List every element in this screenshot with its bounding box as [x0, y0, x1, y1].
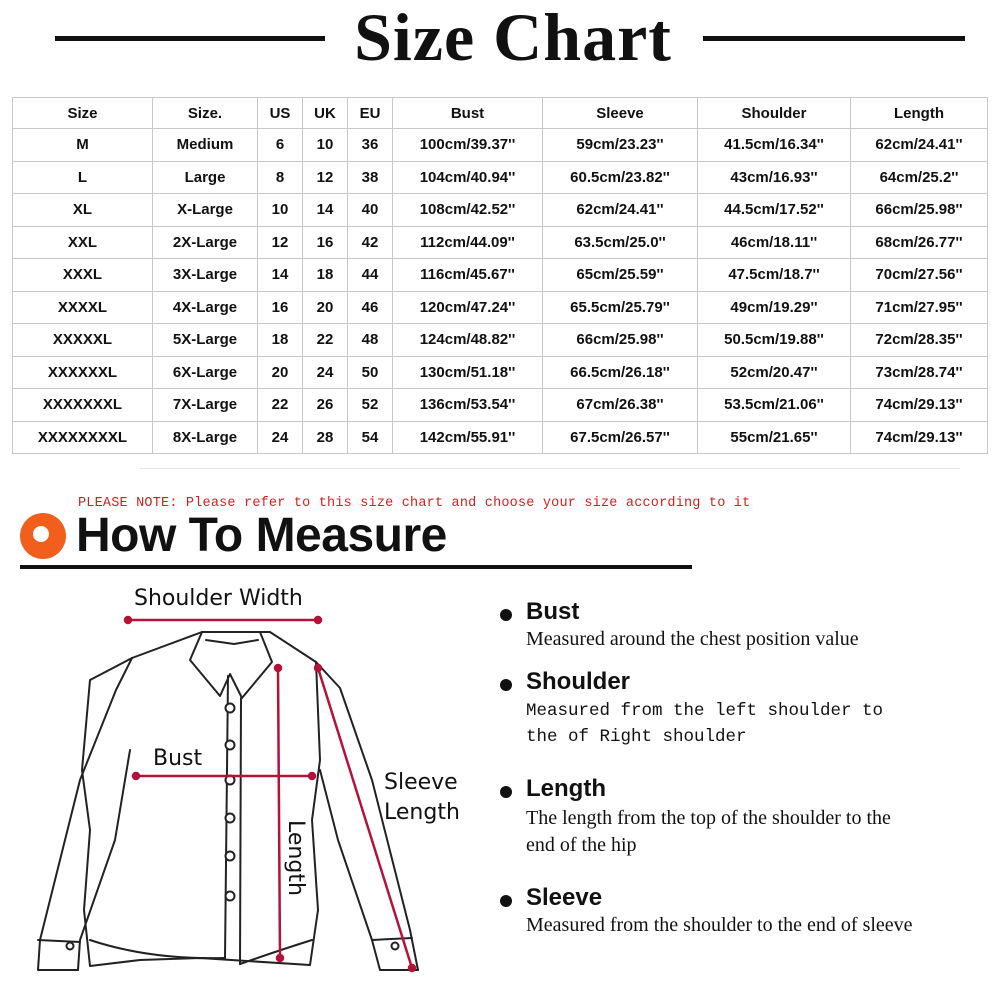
table-header-row [13, 98, 988, 129]
table-cell: 71cm/27.95'' [851, 291, 988, 324]
table-cell: 108cm/42.52'' [393, 194, 543, 227]
size-table [12, 97, 988, 454]
target-icon [20, 513, 66, 559]
divider [140, 468, 960, 469]
table-cell: XXXXXXXL [13, 389, 153, 422]
table-cell: XXL [13, 226, 153, 259]
table-row [13, 259, 988, 292]
bullet-icon [500, 679, 512, 691]
measure-heading: Length [526, 775, 606, 802]
table-cell: 60.5cm/23.82'' [543, 161, 698, 194]
table-cell: 8 [258, 161, 303, 194]
table-cell: 66.5cm/26.18'' [543, 356, 698, 389]
column-header: EU [348, 98, 393, 129]
table-cell: 74cm/29.13'' [851, 421, 988, 454]
table-cell: 44 [348, 259, 393, 292]
table-cell: XXXXXXL [13, 356, 153, 389]
table-cell: 2X-Large [153, 226, 258, 259]
table-cell: 130cm/51.18'' [393, 356, 543, 389]
table-cell: 63.5cm/25.0'' [543, 226, 698, 259]
table-cell: 49cm/19.29'' [698, 291, 851, 324]
table-cell: 28 [303, 421, 348, 454]
section-underline [20, 565, 692, 569]
please-note-text: PLEASE NOTE: Please refer to this size chart and choose your size according to it [78, 496, 751, 511]
table-cell: 41.5cm/16.34'' [698, 129, 851, 162]
table-cell: 65.5cm/25.79'' [543, 291, 698, 324]
table-cell: 42 [348, 226, 393, 259]
table-cell: 38 [348, 161, 393, 194]
table-cell: 10 [258, 194, 303, 227]
table-cell: 20 [303, 291, 348, 324]
table-cell: XL [13, 194, 153, 227]
table-cell: 5X-Large [153, 324, 258, 357]
column-header: Length [851, 98, 988, 129]
table-cell: 50 [348, 356, 393, 389]
table-cell: 14 [303, 194, 348, 227]
table-body [13, 129, 988, 454]
table-cell: 6X-Large [153, 356, 258, 389]
table-cell: 50.5cm/19.88'' [698, 324, 851, 357]
table-cell: XXXL [13, 259, 153, 292]
table-cell: 67.5cm/26.57'' [543, 421, 698, 454]
bullet-icon [500, 786, 512, 798]
table-cell: 43cm/16.93'' [698, 161, 851, 194]
table-cell: 142cm/55.91'' [393, 421, 543, 454]
table-cell: 52 [348, 389, 393, 422]
table-cell: 70cm/27.56'' [851, 259, 988, 292]
table-cell: 67cm/26.38'' [543, 389, 698, 422]
column-header: Sleeve [543, 98, 698, 129]
column-header: Size. [153, 98, 258, 129]
title-rule-right [703, 36, 965, 41]
table-cell: 68cm/26.77'' [851, 226, 988, 259]
table-cell: 59cm/23.23'' [543, 129, 698, 162]
table-cell: 10 [303, 129, 348, 162]
table-cell: 4X-Large [153, 291, 258, 324]
table-cell: 54 [348, 421, 393, 454]
table-cell: 22 [303, 324, 348, 357]
table-cell: 6 [258, 129, 303, 162]
table-cell: 40 [348, 194, 393, 227]
table-cell: 16 [303, 226, 348, 259]
measure-description: Measured around the chest position value [526, 628, 859, 650]
table-cell: 24 [258, 421, 303, 454]
table-cell: 66cm/25.98'' [851, 194, 988, 227]
table-cell: 36 [348, 129, 393, 162]
table-cell: XXXXL [13, 291, 153, 324]
table-cell: 52cm/20.47'' [698, 356, 851, 389]
table-cell: 22 [258, 389, 303, 422]
table-cell: XXXXXXXXL [13, 421, 153, 454]
table-cell: 73cm/28.74'' [851, 356, 988, 389]
table-cell: 66cm/25.98'' [543, 324, 698, 357]
table-cell: 47.5cm/18.7'' [698, 259, 851, 292]
label-sleeve-length: Sleeve Length [384, 770, 460, 825]
table-cell: 120cm/47.24'' [393, 291, 543, 324]
measure-description: The length from the top of the shoulder to the end of the hip [526, 807, 891, 856]
table-cell: 62cm/24.41'' [543, 194, 698, 227]
label-shoulder-width: Shoulder Width [134, 586, 303, 611]
bullet-icon [500, 895, 512, 907]
table-cell: 14 [258, 259, 303, 292]
table-cell: 18 [303, 259, 348, 292]
measure-description: Measured from the shoulder to the end of sleeve [526, 914, 913, 936]
label-bust: Bust [153, 746, 203, 771]
table-row [13, 291, 988, 324]
table-row [13, 226, 988, 259]
table-cell: 53.5cm/21.06'' [698, 389, 851, 422]
table-row [13, 389, 988, 422]
table-cell: Large [153, 161, 258, 194]
table-cell: 44.5cm/17.52'' [698, 194, 851, 227]
table-row [13, 356, 988, 389]
column-header: Bust [393, 98, 543, 129]
table-cell: 8X-Large [153, 421, 258, 454]
column-header: US [258, 98, 303, 129]
table-cell: M [13, 129, 153, 162]
title-rule-left [55, 36, 325, 41]
table-cell: 116cm/45.67'' [393, 259, 543, 292]
table-cell: Medium [153, 129, 258, 162]
label-length: Length [283, 820, 308, 896]
column-header: UK [303, 98, 348, 129]
table-cell: 26 [303, 389, 348, 422]
table-cell: 65cm/25.59'' [543, 259, 698, 292]
table-cell: 64cm/25.2'' [851, 161, 988, 194]
table-cell: 100cm/39.37'' [393, 129, 543, 162]
size-chart-header [0, 0, 1000, 80]
table-cell: 20 [258, 356, 303, 389]
table-row [13, 421, 988, 454]
how-to-measure-title: How To Measure [76, 509, 447, 562]
measure-description: Measured from the left shoulder to the of Right shoulder [526, 701, 884, 747]
table-cell: 112cm/44.09'' [393, 226, 543, 259]
table-cell: X-Large [153, 194, 258, 227]
table-cell: 46 [348, 291, 393, 324]
table-cell: 18 [258, 324, 303, 357]
table-row [13, 194, 988, 227]
table-cell: 3X-Large [153, 259, 258, 292]
table-cell: 136cm/53.54'' [393, 389, 543, 422]
table-cell: XXXXXL [13, 324, 153, 357]
table-cell: 124cm/48.82'' [393, 324, 543, 357]
table-cell: L [13, 161, 153, 194]
table-cell: 62cm/24.41'' [851, 129, 988, 162]
table-cell: 24 [303, 356, 348, 389]
measure-heading: Bust [526, 598, 580, 625]
table-row [13, 161, 988, 194]
table-cell: 7X-Large [153, 389, 258, 422]
table-row [13, 129, 988, 162]
table-row [13, 324, 988, 357]
table-cell: 12 [303, 161, 348, 194]
table-cell: 12 [258, 226, 303, 259]
table-cell: 72cm/28.35'' [851, 324, 988, 357]
table-cell: 104cm/40.94'' [393, 161, 543, 194]
table-cell: 74cm/29.13'' [851, 389, 988, 422]
bullet-icon [500, 609, 512, 621]
column-header: Shoulder [698, 98, 851, 129]
page-title: Size Chart [354, 0, 672, 75]
measure-heading: Sleeve [526, 884, 603, 911]
table-cell: 55cm/21.65'' [698, 421, 851, 454]
table-cell: 16 [258, 291, 303, 324]
column-header: Size [13, 98, 153, 129]
table-cell: 48 [348, 324, 393, 357]
table-cell: 46cm/18.11'' [698, 226, 851, 259]
measure-heading: Shoulder [526, 668, 631, 695]
